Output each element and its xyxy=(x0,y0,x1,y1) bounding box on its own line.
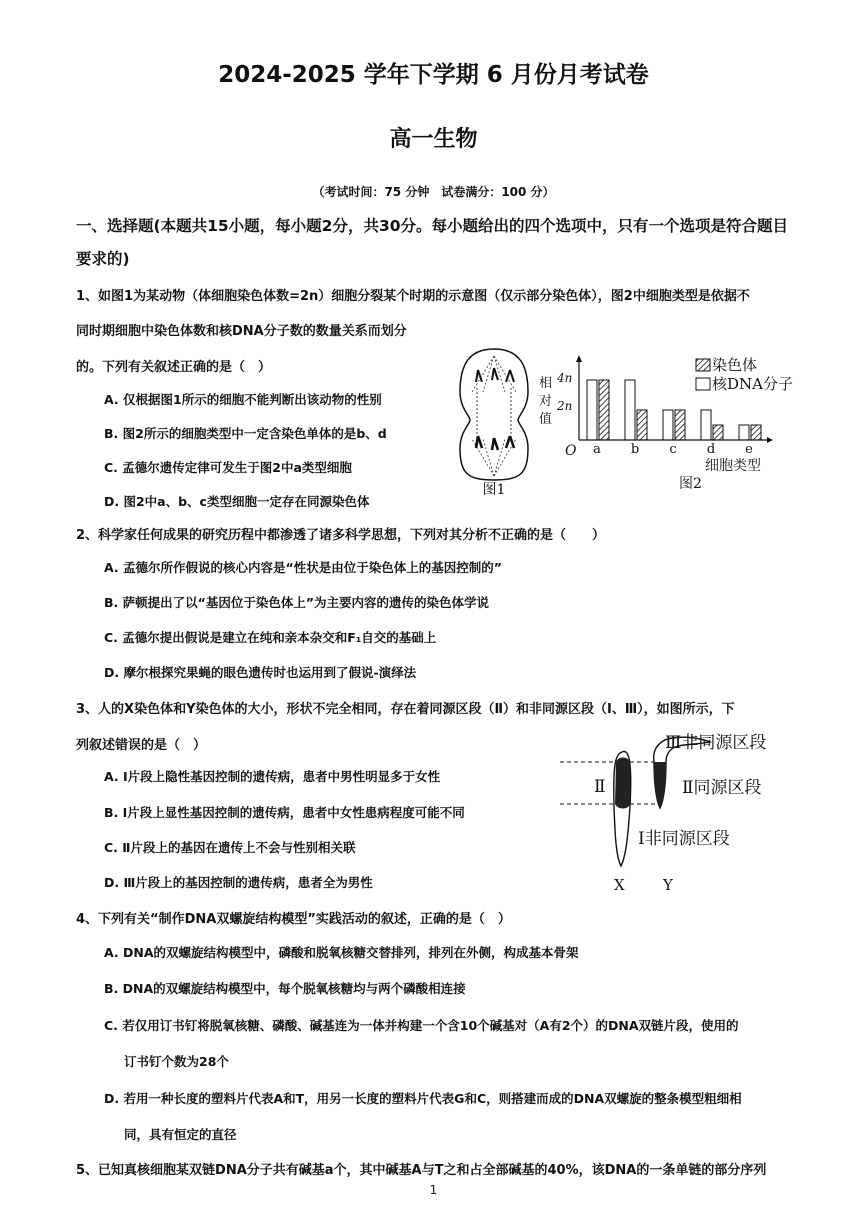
q2-option-c: C. 孟德尔提出假说是建立在纯和亲本杂交和F₁自交的基础上 xyxy=(104,630,437,645)
exam-info: （考试时间：75 分钟 试卷满分：100 分） xyxy=(312,185,555,199)
bar-dna-d xyxy=(701,410,711,440)
chromosome-group-top xyxy=(476,368,514,382)
x-tick-d: d xyxy=(706,442,716,457)
q4-stem: 4、下列有关“制作DNA双螺旋结构模型”实践活动的叙述，正确的是（ ） xyxy=(76,912,511,927)
chromosome-group-bottom xyxy=(476,436,514,450)
label-region-i: Ⅰ非同源区段 xyxy=(638,829,730,849)
q1-option-d: D. 图2中a、b、c类型细胞一定存在同源染色体 xyxy=(104,494,370,509)
x-tick-b: b xyxy=(630,442,640,457)
q4-option-c-line2: 订书钉个数为28个 xyxy=(124,1054,229,1069)
page-number: 1 xyxy=(429,1183,438,1197)
q3-option-d: D. Ⅲ片段上的基因控制的遗传病，患者全为男性 xyxy=(104,875,373,890)
x-tick-a: a xyxy=(593,442,601,457)
q1-option-a: A. 仅根据图1所示的细胞不能判断出该动物的性别 xyxy=(104,392,382,407)
section-heading-line2: 要求的) xyxy=(76,250,130,268)
figure3-xy-chromosomes xyxy=(560,726,830,896)
q3-option-a: A. Ⅰ片段上隐性基因控制的遗传病，患者中男性明显多于女性 xyxy=(104,769,441,784)
bar-chromosome-d xyxy=(713,425,723,440)
label-x: X xyxy=(614,876,625,894)
q3-stem-line1: 3、人的X染色体和Y染色体的大小，形状不完全相同，存在着同源区段（Ⅱ）和非同源区段（Ⅰ、Ⅲ），如图所示，下 xyxy=(76,702,735,717)
q1-option-c: C. 孟德尔遗传定律可发生于图2中a类型细胞 xyxy=(104,460,352,475)
bar-dna-e xyxy=(739,425,749,440)
figure2-bar-chart xyxy=(535,352,835,500)
q2-option-a: A. 孟德尔所作假说的核心内容是“性状是由位于染色体上的基因控制的” xyxy=(104,560,502,575)
subject-title: 高一生物 xyxy=(389,127,478,152)
bar-chromosome-b xyxy=(637,410,647,440)
q4-option-a: A. DNA的双螺旋结构模型中，磷酸和脱氧核糖交替排列，排列在外侧，构成基本骨架 xyxy=(104,945,579,960)
q2-option-d: D. 摩尔根探究果蝇的眼色遗传时也运用到了假说-演绎法 xyxy=(104,665,417,680)
q3-stem-line2: 列叙述错误的是（ ） xyxy=(76,738,207,753)
figure1-cell-diagram xyxy=(448,344,540,496)
q5-stem-line1: 5、已知真核细胞某双链DNA分子共有碱基a个，其中碱基A与T之和占全部碱基的40%，该DNA的一条单链的部分序列 xyxy=(76,1163,767,1178)
q1-option-b: B. 图2所示的细胞类型中一定含染色单体的是b、d xyxy=(104,426,387,441)
ylabel-char-1: 相 xyxy=(539,376,553,391)
q4-option-c-line1: C. 若仅用订书钉将脱氧核糖、磷酸、碱基连为一体并构建一个含10个碱基对（A有2个）的DNA双链片段，使用的 xyxy=(104,1018,739,1033)
q1-stem-line1: 1、如图1为某动物（体细胞染色体数=2n）细胞分裂某个时期的示意图（仅示部分染色体），图2中细胞类型是依据不 xyxy=(76,289,750,304)
legend-swatch-dna xyxy=(696,378,710,390)
x-axis-label: 细胞类型 xyxy=(705,458,761,474)
exam-title: 2024-2025 学年下学期 6 月份月考试卷 xyxy=(218,62,649,88)
bar-chromosome-c xyxy=(675,410,685,440)
q4-option-b: B. DNA的双螺旋结构模型中，每个脱氧核糖均与两个磷酸相连接 xyxy=(104,981,466,996)
q1-stem-line2: 同时期细胞中染色体数和核DNA分子数的数量关系而划分 xyxy=(76,324,407,339)
bar-chromosome-a xyxy=(599,380,609,440)
ylabel-char-3: 值 xyxy=(539,412,553,427)
chart-legend xyxy=(696,356,793,393)
q3-option-b: B. Ⅰ片段上显性基因控制的遗传病，患者中女性患病程度可能不同 xyxy=(104,805,465,820)
section-heading-line1: 一、选择题(本题共15小题，每小题2分，共30分。每小题给出的四个选项中，只有一个选项是符合题目 xyxy=(76,217,789,235)
label-region-ii-side: Ⅱ xyxy=(594,777,606,797)
legend-label-dna: 核DNA分子 xyxy=(712,375,793,393)
q2-option-b: B. 萨顿提出了以“基因位于染色体上”为主要内容的遗传的染色体学说 xyxy=(104,595,490,610)
bar-dna-b xyxy=(625,380,635,440)
label-region-ii: Ⅱ同源区段 xyxy=(682,778,762,798)
q4-option-d-line1: D. 若用一种长度的塑料片代表A和T，用另一长度的塑料片代表G和C，则搭建而成的DNA双螺旋的整条模型粗细相 xyxy=(104,1091,742,1106)
x-tick-e: e xyxy=(745,442,753,457)
fig1-caption: 图1 xyxy=(482,482,506,496)
q1-stem-line3: 的。下列有关叙述正确的是（ ） xyxy=(76,360,272,375)
legend-swatch-chromosome xyxy=(696,359,710,371)
q2-stem: 2、科学家任何成果的研究历程中都渗透了诸多科学思想，下列对其分析不正确的是（ ） xyxy=(76,528,606,543)
x-tick-c: c xyxy=(669,442,677,457)
bar-dna-c xyxy=(663,410,673,440)
label-region-iii: Ⅲ非同源区段 xyxy=(665,733,767,753)
y-tick-2n: 2n xyxy=(557,399,573,413)
y-tick-4n: 4n xyxy=(557,371,573,385)
legend-label-chromosome: 染色体 xyxy=(712,356,758,374)
bar-chromosome-e xyxy=(751,425,761,440)
fig2-caption: 图2 xyxy=(679,476,702,492)
q3-option-c: C. Ⅱ片段上的基因在遗传上不会与性别相关联 xyxy=(104,840,356,855)
origin-label: O xyxy=(565,443,577,459)
bar-dna-a xyxy=(587,380,597,440)
label-y: Y xyxy=(663,876,673,894)
q4-option-d-line2: 同，具有恒定的直径 xyxy=(124,1127,237,1142)
ylabel-char-2: 对 xyxy=(539,394,553,409)
